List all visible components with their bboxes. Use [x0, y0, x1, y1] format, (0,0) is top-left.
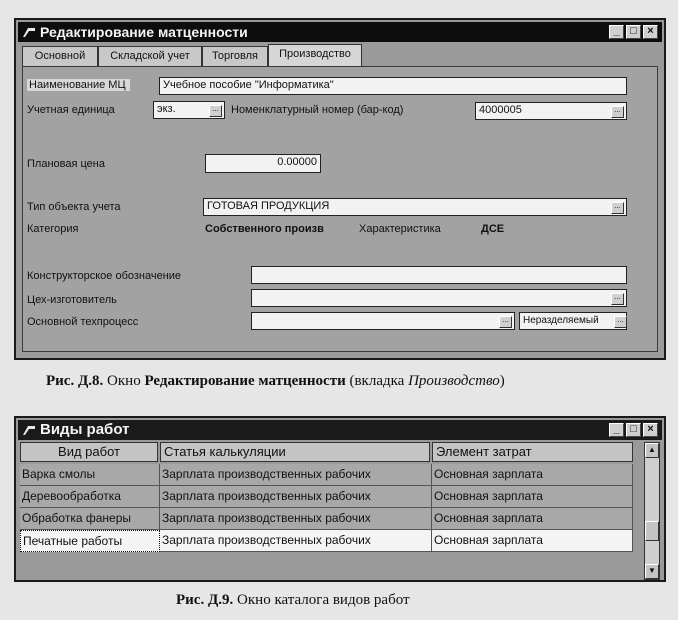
category-value: Собственного произв	[205, 223, 324, 235]
maximize-icon[interactable]: □	[626, 25, 641, 39]
name-label: Наименование МЦ	[27, 79, 130, 91]
figure-caption-2	[176, 592, 410, 609]
window-title: Редактирование матценности	[40, 24, 248, 40]
caption-text: Окно каталога видов работ	[233, 592, 410, 608]
process-label: Основной техпроцесс	[27, 316, 139, 328]
cell-cost-item[interactable]: Зарплата производственных рабочих	[160, 508, 432, 530]
column-header-cost-element[interactable]: Элемент затрат	[432, 442, 633, 462]
app-icon	[22, 26, 36, 38]
caption-text: )	[499, 373, 505, 389]
edit-value-window	[14, 18, 666, 360]
cell-cost-element[interactable]: Основная зарплата	[432, 486, 633, 508]
price-field[interactable]: 0.00000	[205, 154, 321, 173]
characteristic-label: Характеристика	[359, 223, 441, 235]
caption-prefix: Рис. Д.8.	[46, 373, 104, 389]
cell-work-type[interactable]: Обработка фанеры	[20, 508, 160, 530]
workshop-field[interactable]	[251, 289, 627, 307]
scroll-down-icon[interactable]: ▼	[645, 564, 659, 579]
designation-field[interactable]	[251, 266, 627, 284]
caption-italic: Производство	[408, 373, 500, 389]
maximize-icon[interactable]: □	[626, 423, 641, 437]
work-types-grid	[20, 442, 645, 577]
caption-text: Окно	[103, 373, 145, 389]
object-type-field[interactable]: ГОТОВАЯ ПРОДУКЦИЯ	[203, 198, 627, 216]
cell-cost-item[interactable]: Зарплата производственных рабочих	[160, 464, 432, 486]
process-field[interactable]	[251, 312, 515, 330]
cell-cost-element[interactable]: Основная зарплата	[432, 530, 633, 552]
caption-text: (вкладка	[345, 373, 409, 389]
production-panel	[22, 66, 658, 352]
close-icon[interactable]: ×	[643, 423, 658, 437]
ellipsis-icon[interactable]: ...	[611, 202, 624, 214]
nomenclature-field[interactable]: 4000005	[475, 102, 627, 120]
indivisible-field[interactable]: Неразделяемый	[519, 312, 627, 330]
ellipsis-icon[interactable]: ...	[614, 316, 627, 328]
characteristic-value: ДСЕ	[481, 223, 505, 235]
designation-label: Конструкторское обозначение	[27, 270, 182, 282]
nomenclature-label: Номенклатурный номер (бар-код)	[231, 104, 404, 116]
cell-work-type[interactable]: Деревообработка	[20, 486, 160, 508]
unit-field[interactable]: экз.	[153, 101, 225, 119]
minimize-icon[interactable]: _	[609, 25, 624, 39]
ellipsis-icon[interactable]: ...	[611, 106, 624, 118]
ellipsis-icon[interactable]: ...	[611, 293, 624, 305]
window-titlebar[interactable]	[18, 420, 662, 440]
work-types-window	[14, 416, 666, 582]
category-label: Категория	[27, 223, 79, 235]
tab-trade[interactable]: Торговля	[202, 46, 268, 66]
cell-cost-item[interactable]: Зарплата производственных рабочих	[160, 530, 432, 552]
tab-production[interactable]: Производство	[268, 44, 362, 66]
close-icon[interactable]: ×	[643, 25, 658, 39]
vertical-scrollbar[interactable]	[644, 442, 660, 580]
scroll-up-icon[interactable]: ▲	[645, 443, 659, 458]
tab-strip	[18, 44, 662, 66]
window-title: Виды работ	[40, 421, 130, 438]
cell-work-type[interactable]: Варка смолы	[20, 464, 160, 486]
window-titlebar[interactable]	[18, 22, 662, 42]
ellipsis-icon[interactable]: ...	[499, 316, 512, 328]
cell-cost-item[interactable]: Зарплата производственных рабочих	[160, 486, 432, 508]
caption-prefix: Рис. Д.9.	[176, 592, 234, 608]
object-type-label: Тип объекта учета	[27, 201, 121, 213]
unit-label: Учетная единица	[27, 104, 115, 116]
minimize-icon[interactable]: _	[609, 423, 624, 437]
caption-bold: Редактирование матценности	[144, 373, 346, 389]
figure-caption-1	[46, 373, 505, 390]
column-header-cost-item[interactable]: Статья калькуляции	[160, 442, 430, 462]
tab-warehouse[interactable]: Складской учет	[98, 46, 202, 66]
ellipsis-icon[interactable]: ...	[209, 105, 222, 117]
tab-main[interactable]: Основной	[22, 46, 98, 66]
name-field[interactable]: Учебное пособие "Информатика"	[159, 77, 627, 95]
cell-cost-element[interactable]: Основная зарплата	[432, 508, 633, 530]
workshop-label: Цех-изготовитель	[27, 294, 117, 306]
cell-work-type[interactable]: Печатные работы	[20, 530, 160, 552]
scroll-thumb[interactable]	[645, 521, 659, 541]
price-label: Плановая цена	[27, 158, 105, 170]
cell-cost-element[interactable]: Основная зарплата	[432, 464, 633, 486]
column-header-work-type[interactable]: Вид работ	[20, 442, 158, 462]
app-icon	[22, 424, 36, 436]
